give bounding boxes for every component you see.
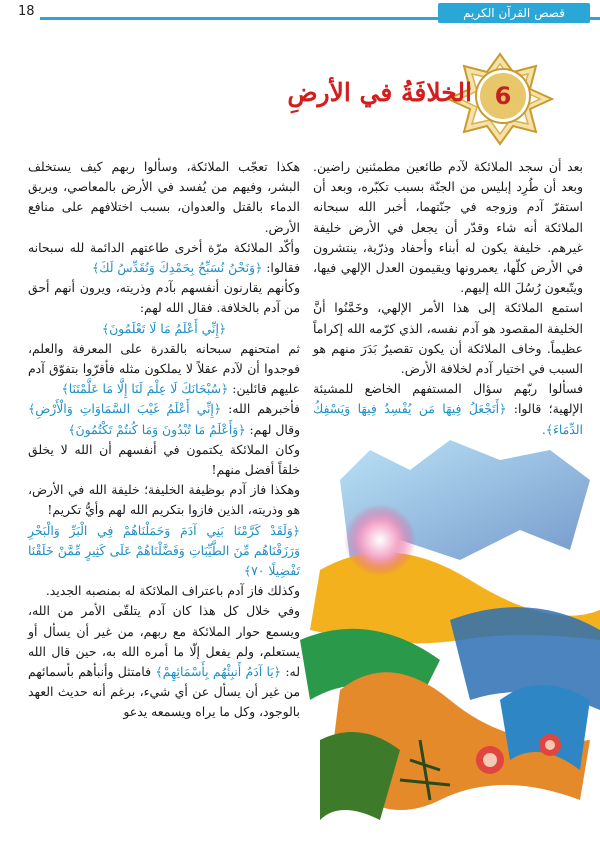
chapter-title: الخلافَةُ في الأرضِ [287,78,472,107]
quran-verse: ﴿وَلَقَدْ كَرَّمْنَا بَنِي آدَمَ وَحَمَلْنَاهُمْ فِي الْبَرِّ وَالْبَحْرِ وَرَزَقْنَاهُم مِّنَ الطَّيِّبَاتِ وَفَضَّلْنَاهُمْ عَلَى كَثِيرٍ مِّمَّنْ خَلَقْنَا تَفْضِيلًا ٧٠﴾ [28,522,300,579]
book-title-banner: قصص القرآن الكريم [438,3,590,23]
paragraph [28,339,300,400]
paragraph-text: وقال لهم: [249,421,300,437]
paragraph: وكذلك فاز آدم باعتراف الملائكة له بمنصبه الجديد. [45,583,300,599]
page-number: 18 [18,4,35,19]
paragraph: استمع الملائكة إلى هذا الأمر الإلهي، وخَمَّنُوا أنَّ الخليفة المقصود هو آدم نفسه، الذي كرّمه الله إكراماً عظيماً. وخاف الملائكة أن يكون تقصيرٌ بَدَرَ منهم هو السبب في اختيار آدم لخلافة الأرض. [313,300,583,377]
chapter-number: 6 [477,70,529,122]
paragraph [313,379,583,440]
paragraph: وكان الملائكة يكتمون في أنفسهم أن الله لا يخلق خلقاً أفضل منهم! [28,441,300,478]
paragraph-text: وفي خلال كل هذا كان آدم يتلقّى الأمر من الله، ويسمع حوار الملائكة مع ربهم، من غير أن يسأل أو يستعلم، ولم يفعل إلّا ما أمره الله به، حين قال الله له: [28,603,300,680]
paragraph: وهكذا فاز آدم بوظيفة الخليفة؛ خليفة الله في الأرض، هو وذريته، الذين فازوا بتكريم الله لهم وأيُّ تكريم! [28,482,300,518]
paragraph [28,399,300,439]
decorative-illustration [300,440,600,840]
quran-verse: ﴿يَا آدَمُ أَنبِئْهُم بِأَسْمَائِهِمْ﴾ [155,664,282,680]
paragraph: بعد أن سجد الملائكة لآدم طائعين مطمئنين راضين. وبعد أن طُرِد إبليس من الجنّة بسبب تكبّره، وبعد أن استقرّ آدم وزوجه في جنّتهما، أخبر الله سبحانه الملائكة أنه شاء وقدّر أن يجعل في الأرض خليفة غيرهم. خليفة يكون له أبناء وأحفاد وذرّية، ينتشرون في الأرض كلّها، يعمرونها ويقيمون العدل الإلهي فيها، ويتّبعون رُسُلَ الله إليهم. [313,159,583,296]
quran-verse: ﴿أَتَجْعَلُ فِيهَا مَن يُفْسِدُ فِيهَا وَيَسْفِكُ الدِّمَاءَ﴾. [313,401,583,437]
quran-verse: ﴿إِنِّي أَعْلَمُ غَيْبَ السَّمَاوَاتِ وَالْأَرْضِ﴾ [28,401,222,417]
text-column-right [313,157,583,440]
quran-verse: ﴿إِنِّي أَعْلَمُ مَا لَا تَعْلَمُونَ﴾ [101,320,227,336]
paragraph-text: ثم امتحنهم سبحانه بالقدرة على المعرفة والعلم، فوجدوا أن لآدم عقلاً لا يملكون مثله فأقرّوا بتفوّق آدم عليهم قائلين: [28,340,300,397]
text-column-left [28,157,300,723]
paragraph [28,238,300,278]
quran-verse: ﴿وَنَحْنُ نُسَبِّحُ بِحَمْدِكَ وَنُقَدِّسُ لَكَ﴾ [92,260,263,276]
paragraph-text: فامتثل وأنبأهم بأسمائهم من غير أن يسأل عن أي شيء، برغم أنه حديث العهد بالوجود، وكل ما يراه ويسمعه يدعو [28,664,300,720]
paragraph-text: وأكّد الملائكة مرّة أخرى طاعتهم الدائمة لله سبحانه فقالوا: [28,239,300,276]
paragraph: وكأنهم يقارنون أنفسهم بآدم وذريته، ويرون أنهم أحق من آدم بالخلافة. فقال الله لهم: [28,280,300,316]
paragraph-text: فسألوا ربّهم سؤال المستفهم الخاضع للمشيئة الإلهية؛ قالوا: [313,381,583,417]
quran-verse: ﴿سُبْحَانَكَ لَا عِلْمَ لَنَا إِلَّا مَا عَلَّمْتَنَا﴾ [61,381,229,397]
paragraph [28,601,300,722]
paragraph: هكذا تعجّب الملائكة، وسألوا ربهم كيف يستخلف البشر، وفيهم من يُفسد في الأرض بالمعاصي، ويريق الدماء بالقتل والعدوان، بسبب اختلافهم على منافع الأرض. [28,159,300,235]
page-header [0,0,600,26]
quran-verse: ﴿وَأَعْلَمُ مَا تُبْدُونَ وَمَا كُنتُمْ تَكْتُمُونَ﴾ [68,421,246,437]
paragraph-text: فأخبرهم الله: [228,401,300,417]
